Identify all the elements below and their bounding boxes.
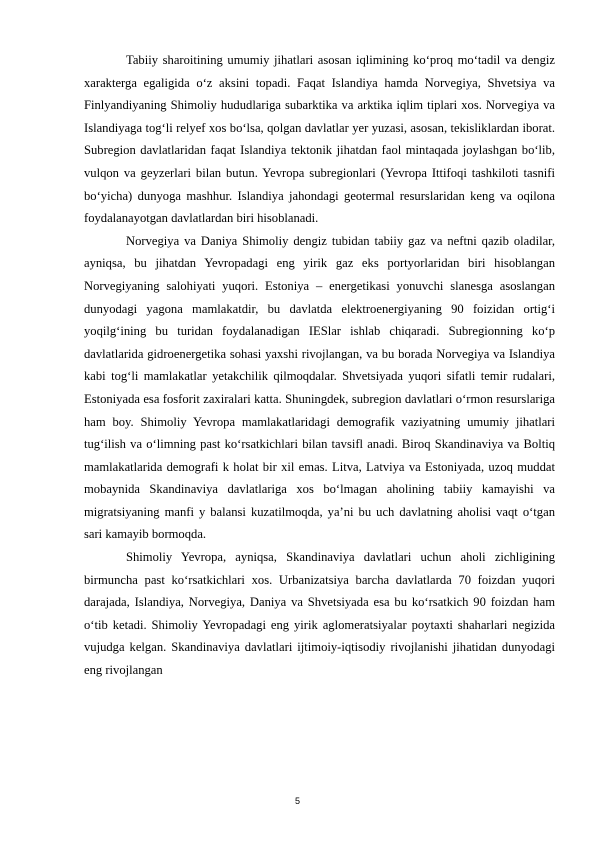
paragraph-3: Shimoliy Yevropa, ayniqsa, Skandinaviya davlatlari uchun aholi zichligining birmuncha past ko‘rsatkichlari xos. Urbanizatsiya barcha davlatlarda 70 foizdan yuqori darajada, Islandiya, Norvegiya, Daniya va Shvetsiyada esa bu ko‘rsatkich 90 foizdan ham o‘tib ketadi. Shimoliy Yevropadagi eng yirik aglomeratsiyalar poytaxti shaharlari negizida vujudga kelgan. Skandinaviya davlatlari ijtimoiy-iqtisodiy rivojlanishi jihatidan dunyodagi eng rivojlangan <box>84 550 555 678</box>
paragraph-1: Tabiiy sharoitining umumiy jihatlari asosan iqlimining ko‘proq mo‘tadil va dengiz xarakterga egaligida o‘z aksini topadi. Faqat Islandiya hamda Norvegiya, Shvetsiya va Finlyandiyaning Shimoliy hududlariga subarktika va arktika iqlim tiplari xos. Norvegiya va Islandiyaga tog‘li relyef xos bo‘lsa, qolgan davlatlar yer yuzasi, asosan, tekisliklardan iborat. Subregion davlatlaridan faqat Islandiya tektonik jihatdan faol mintaqada joylashgan bo‘lib, vulqon va geyzerlari bilan butun. Yevropa subregionlari (Yevropa Ittifoqi tashkiloti tasnifi bo‘yicha) dunyoga mashhur. Islandiya jahondagi geotermal resurslaridan keng va oqilona foydalanayotgan davlatlardan biri hisoblanadi. <box>84 53 555 226</box>
paragraph-2: Norvegiya va Daniya Shimoliy dengiz tubidan tabiiy gaz va neftni qazib oladilar, ayniqsa, bu jihatdan Yevropadagi eng yirik gaz eks portyorlaridan biri hisoblangan Norvegiyaning salohiyati yuqori. Estoniya – energetikasi yonuvchi slanesga asoslangan dunyodagi yagona mamlakatdir, bu davlatda elektroenergiyaning 90 foizidan ortig‘i yoqilg‘ining bu turidan foydalanadigan IESlar ishlab chiqaradi. Subregionning ko‘p davlatlarida gidroenergetika sohasi yaxshi rivojlangan, va bu borada Norvegiya va Islandiya kabi tog‘li mamlakatlar yetakchilik qilmoqdalar. Shvetsiyada yuqori sifatli temir rudalari, Estoniyada esa fosforit zaxiralari katta. Shuningdek, subregion davlatlari o‘rmon resurslariga ham boy. Shimoliy Yevropa mamlakatlaridagi demografik vaziyatning umumiy jihatlari tug‘ilish va o‘limning past ko‘rsatkichlari bilan tavsifl anadi. Biroq Skandinaviya va Boltiq mamlakatlarida demografi k holat bir xil emas. Litva, Latviya va Estoniyada, uzoq muddat mobaynida Skandinaviya davlatlariga xos bo‘lmagan aholining tabiiy kamayishi va migratsiyaning manfi y balansi kuzatilmoqda, ya’ni bu uch davlatning aholisi vaqt o‘tgan sari kamayib bormoqda. <box>84 233 555 542</box>
body-text <box>84 49 555 682</box>
page-number: 5 <box>294 796 300 806</box>
